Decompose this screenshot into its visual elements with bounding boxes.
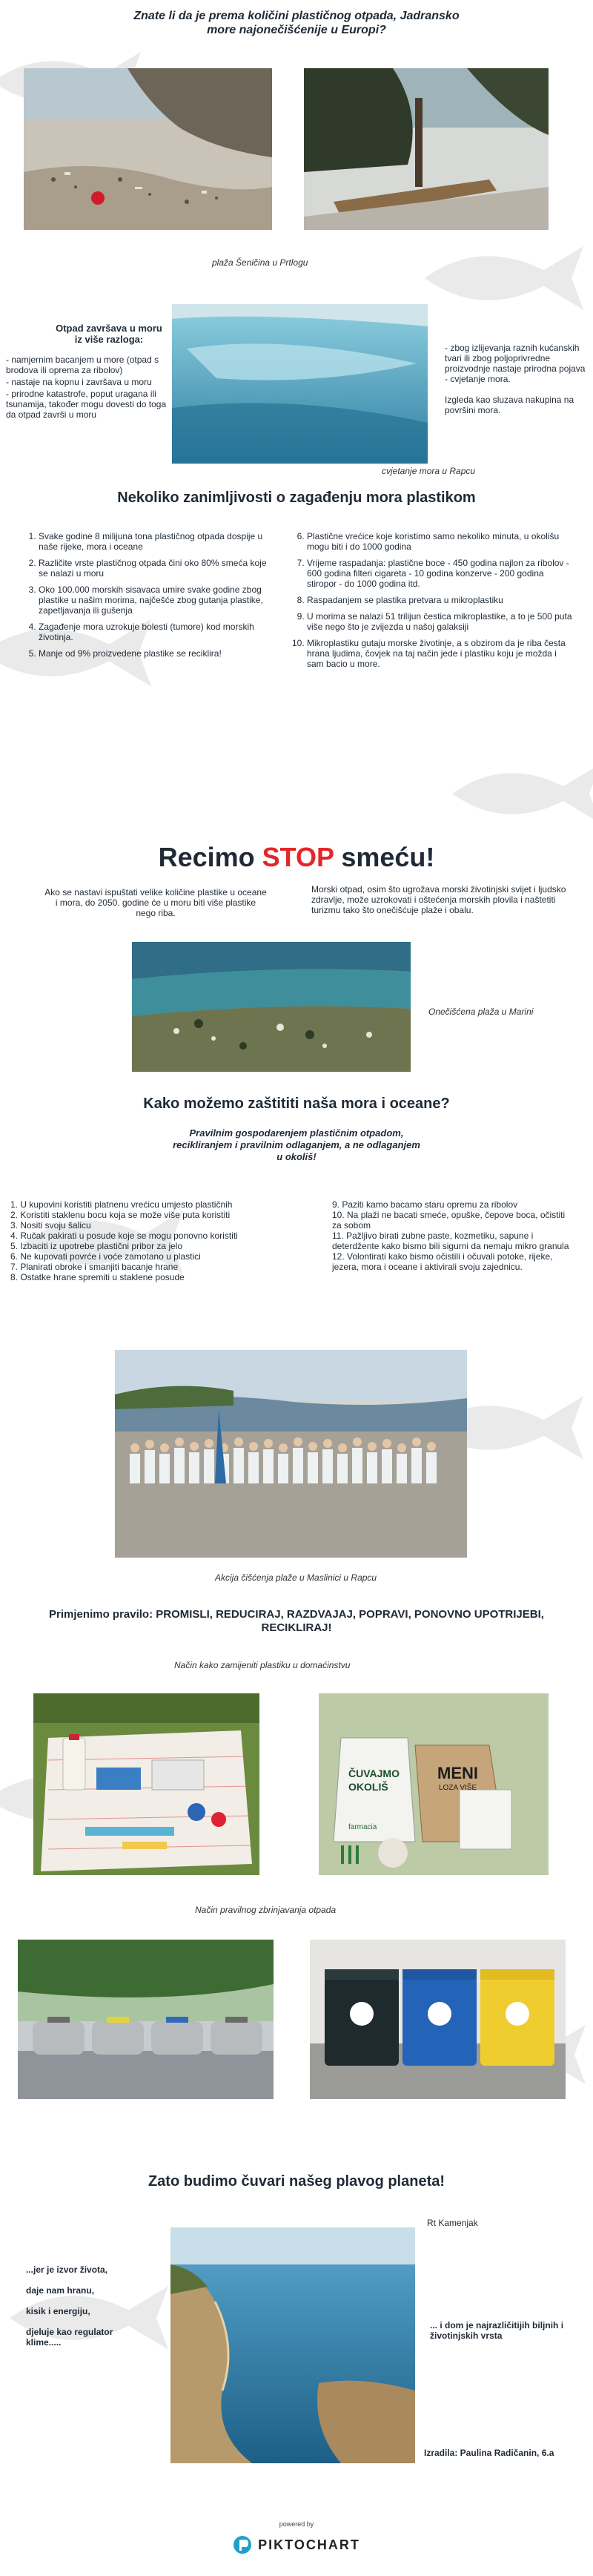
stop-left-text: Ako se nastavi ispuštati velike količine plastike u oceane i mora, do 2050. godine će u moru biti više plastike nego riba.: [44, 887, 267, 918]
reusable-items-photo: [319, 1693, 549, 1875]
rule-text: Primjenimo pravilo: PROMISLI, REDUCIRAJ, RAZDVAJAJ, POPRAVI, PONOVNO UPOTRIJEBI, RECIKLIRAJ!: [49, 1608, 544, 1634]
polluted-beach-caption: Onečišćena plaža u Marini: [428, 1007, 534, 1017]
protect-left-list: [10, 1199, 277, 1282]
piktochart-logo[interactable]: [222, 2532, 371, 2557]
bag-text5: farmacia: [348, 1823, 377, 1831]
intro-title: Znate li da je prema količini plastičnog otpada, Jadransko more najonečišćenije u Europi?: [133, 10, 460, 36]
piktochart-brand: PIKTOCHART: [258, 2537, 360, 2552]
source-item: Izgleda kao sluzava nakupina na površini mora.: [445, 395, 574, 415]
sea-bloom-caption: cvjetanje mora u Rapcu: [382, 466, 476, 476]
tip-item: 10. Na plaži ne bacati smeće, opuške, čepove boca, očistiti za sobom: [332, 1210, 566, 1231]
tip-item: 11. Pažljivo birati zubne paste, kozmetiku, sapune i deterdžente kako bismo bili sigurni da nemaju mikro granula: [332, 1231, 569, 1251]
sources-title: Otpad završava u moru iz više razloga:: [56, 323, 162, 345]
sources-left-list: [6, 355, 173, 420]
protect-subtitle: Pravilnim gospodarenjem plastičnim otpadom, recikliranjem i pravilnim odlaganjem, a ne odlaganjem u okoliš!: [173, 1127, 420, 1162]
tip-item: 8. Ostatke hrane spremiti u staklene posude: [10, 1272, 185, 1282]
fact-item: 2. Različite vrste plastičnog otpada čini oko 80% smeća koje se nalazi u moru: [39, 558, 274, 579]
guardians-line: djeluje kao regulator klime.....: [26, 2327, 113, 2348]
fact-item: 4. Zagađenje mora uzrokuje bolesti (tumore) kod morskih životinja.: [39, 622, 274, 642]
facts-right-column: [291, 531, 572, 675]
color-bins-photo: [310, 1940, 566, 2099]
stop-right-text: Morski otpad, osim što ugrožava morski životinjski svijet i ljudsko zdravlje, može uzrokovati i oštećenja morskih plovila i naštetiti turizmu tako što onečišćuje plaže i obalu.: [311, 884, 566, 915]
tip-item: 12. Volontirati kako bismo očistili i očuvali potoke, rijeke, jezera, mora i oceane i aktivirali svoju zajednicu.: [332, 1251, 553, 1272]
powered-by-label: powered by: [279, 2520, 314, 2528]
facts-left-column: [22, 531, 274, 665]
bag-text1: ČUVAJMO: [348, 1768, 400, 1779]
fact-item: 10. Mikroplastiku gutaju morske životinje, a s obzirom da je riba česta hrana ljudima, čovjek na taj način jede i plastiku koju je možda i sam bacio u more.: [307, 638, 572, 669]
protect-right-list: [332, 1199, 577, 1272]
sea-bloom-photo: [172, 304, 428, 464]
location-label: Rt Kamenjak: [427, 2218, 478, 2228]
guardians-left-text: [26, 2264, 145, 2348]
source-item: - zbog izlijevanja raznih kućanskih tvari ili zbog poljoprivredne proizvodnje nastaje prirodna pojava - cvjetanje mora.: [445, 343, 586, 384]
guardians-line: kisik i energiju,: [26, 2306, 90, 2316]
plastic-items-photo: [33, 1693, 259, 1875]
sources-right-list: [445, 343, 589, 415]
tip-item: 9. Paziti kamo bacamo staru opremu za ribolov: [332, 1199, 518, 1210]
photo1-caption: plaža Šeničina u Prtlogu: [212, 257, 308, 268]
fact-item: 5. Manje od 9% proizvedene plastike se reciklira!: [39, 648, 274, 659]
source-item: - prirodne katastrofe, poput uragana ili tsunamija, također mogu dovesti do toga da otpad završi u moru: [6, 389, 167, 420]
fact-item: 3. Oko 100.000 morskih sisavaca umire svake godine zbog plastike u našim morima, najčešće zbog gutanja plastike, zapetljavanja ili gušenja: [39, 584, 274, 616]
tip-item: 3. Nositi svoju šalicu: [10, 1220, 91, 1231]
fact-item: 7. Vrijeme raspadanja: plastične boce - 450 godina najlon za ribolov - 600 godina filteri cigareta - 10 godina konzerve - 200 godina stiropor - do 1000 godina itd.: [307, 558, 572, 589]
cape-kamenjak-photo: [170, 2227, 415, 2463]
replace-caption: Način kako zamijeniti plastiku u domaćinstvu: [174, 1660, 351, 1670]
stop-title-stop: STOP: [262, 842, 334, 872]
fact-item: 1. Svake godine 8 milijuna tona plastičnog otpada dospije u naše rijeke, mora i oceane: [39, 531, 274, 552]
guardians-line: ...jer je izvor života,: [26, 2264, 108, 2275]
stop-title-post: smeću!: [334, 842, 435, 872]
facts-title: Nekoliko zanimljivosti o zagađenju mora plastikom: [117, 490, 476, 506]
tip-item: 2. Koristiti staklenu bocu koja se može više puta koristiti: [10, 1210, 231, 1220]
tip-item: 5. Izbaciti iz upotrebe plastični pribor za jelo: [10, 1241, 183, 1251]
polluted-beach-photo: [132, 942, 411, 1072]
beach-cleanup-photo: [115, 1350, 467, 1558]
fact-item: 6. Plastične vrećice koje koristimo samo nekoliko minuta, u okolišu mogu biti i do 1000 godina: [307, 531, 572, 552]
author-credit: Izradila: Paulina Radičanin, 6.a: [424, 2448, 554, 2458]
tip-item: 6. Ne kupovati povrće i voće zamotano u plastici: [10, 1251, 201, 1262]
tip-item: 7. Planirati obroke i smanjiti bacanje hrane: [10, 1262, 179, 1272]
tip-item: 1. U kupovini koristiti platnenu vrećicu umjesto plastičnih: [10, 1199, 233, 1210]
fact-item: 9. U morima se nalazi 51 trilijun čestica mikroplastike, a to je 500 puta više nego što je zvijezda u našoj galaksiji: [307, 611, 572, 632]
guardians-line: daje nam hranu,: [26, 2285, 95, 2296]
underground-bins-photo: [18, 1940, 274, 2099]
bag-text3: MENI: [437, 1764, 478, 1782]
source-item: - nastaje na kopnu i završava u moru: [6, 377, 152, 387]
stop-title: [0, 842, 593, 873]
guardians-right-text: ... i dom je najrazličitijih biljnih i životinjskih vrsta: [430, 2320, 564, 2341]
bag-text2: OKOLIŠ: [348, 1781, 388, 1793]
bag-text4: LOZA VIŠE: [439, 1784, 477, 1792]
protect-title: Kako možemo zaštititi naša mora i oceane?: [143, 1096, 450, 1112]
fact-item: 8. Raspadanjem se plastika pretvara u mikroplastiku: [307, 595, 572, 605]
pier-bench-photo: [304, 68, 549, 230]
source-item: - namjernim bacanjem u more (otpad s brodova ili oprema za ribolov): [6, 355, 159, 375]
cleanup-caption: Akcija čišćenja plaže u Maslinici u Rapcu: [215, 1572, 377, 1583]
beach-litter-photo: [24, 68, 272, 230]
tip-item: 4. Ručak pakirati u posude koje se mogu ponovno koristiti: [10, 1231, 238, 1241]
disposal-caption: Način pravilnog zbrinjavanja otpada: [195, 1905, 337, 1915]
stop-title-pre: Recimo: [158, 842, 262, 872]
piktochart-icon: [233, 2535, 252, 2554]
guardians-title: Zato budimo čuvari našeg plavog planeta!: [148, 2173, 445, 2190]
